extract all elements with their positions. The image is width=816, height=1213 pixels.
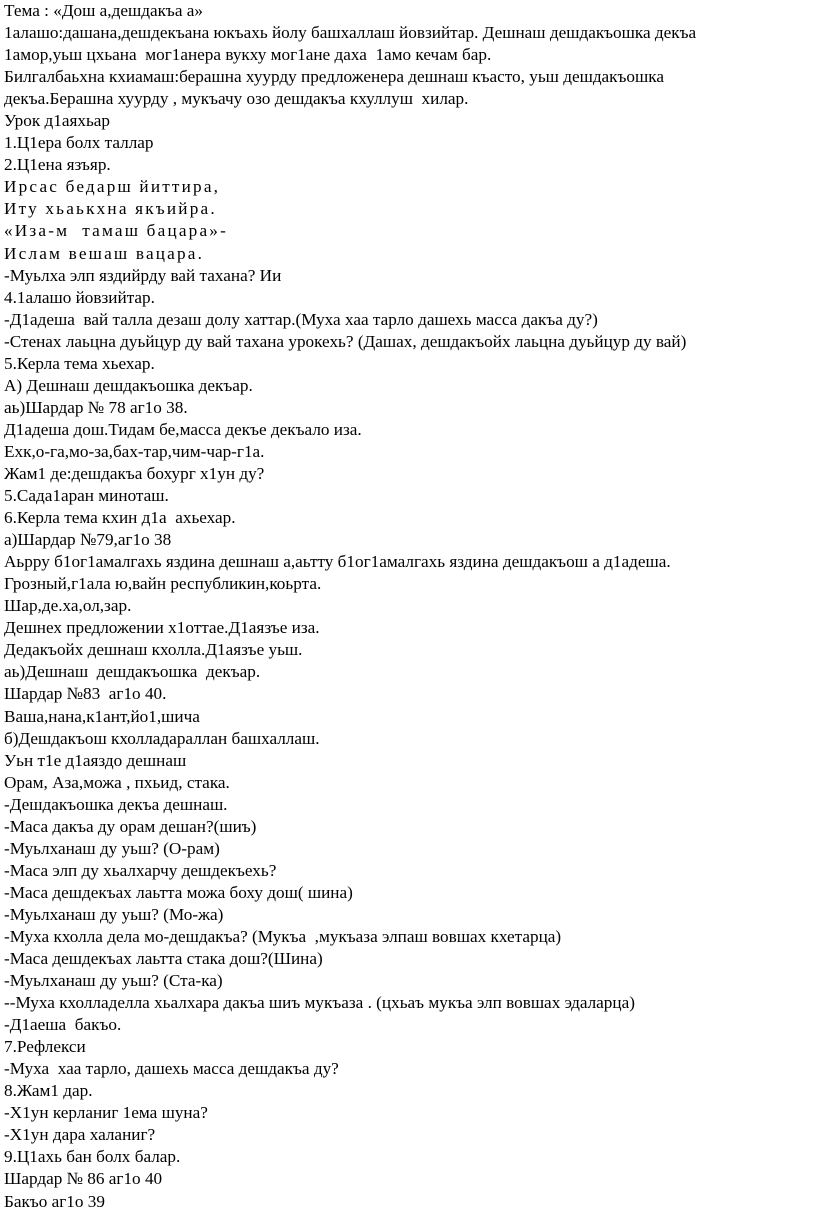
text-line: аь)Дешнаш дешдакъошка декъар. [4,662,261,682]
text-line: Ислам вешаш вацара. [4,243,205,263]
text-line: Урок д1аяхьар [4,111,111,131]
document-page [4,0,812,1213]
text-line: -Маса дешдекъах лаьтта можа боху дош( шина) [4,882,353,902]
text-line: Аьрру б1ог1амалгахь яздина дешнаш а,аьтту б1ог1амалгахь яздина дешдакъош а д1адеша. [4,552,671,572]
text-line: Билгалбаьхна кхиамаш:берашна хуурду предложенера дешнаш къасто, уьш дешдакъошка [4,67,664,87]
text-line: Тема : «Дош а,дешдакъа а» [4,1,203,20]
text-line: Дешнех предложении х1оттае.Д1аязъе иза. [4,618,320,638]
text-line: -Х1ун дара халаниг? [4,1125,156,1145]
text-line: --Муха кхолладелла хьалхара дакъа шиъ мукъаза . (цхьаъ мукъа элп вовшах эдаларца) [4,993,635,1013]
text-line: Шардар № 86 аг1о 40 [4,1169,163,1189]
text-line: Дедакъойх дешнаш кхолла.Д1аязъе уьш. [4,640,303,660]
text-line: Д1адеша дош.Тидам бе,масса декъе декъало иза. [4,419,362,439]
text-line: -Д1адеша вай талла дезаш долу хаттар.(Муха хаа тарло дашехь масса дакъа ду?) [4,309,598,329]
text-line: 1амор,уьш цхьана мог1анера вукху мог1ане даха 1амо кечам бар. [4,45,492,65]
text-line: Иту хьаькхна якъийра. [4,199,217,219]
text-line: -Муьлханаш ду уьш? (Мо-жа) [4,904,224,924]
text-line: 7.Рефлекси [4,1037,86,1057]
text-line: б)Дешдакъош кхолладараллан башхаллаш. [4,728,320,748]
text-line: 9.Ц1ахь бан болх балар. [4,1147,181,1167]
text-line: -Муха хаа тарло, дашехь масса дешдакъа ду? [4,1059,339,1079]
text-line: Бакъо аг1о 39 [4,1191,105,1211]
text-line: -Муха кхолла дела мо-дешдакъа? (Мукъа ,мукъаза элпаш вовшах кхетарца) [4,926,562,946]
text-line: декъа.Берашна хуурду , мукъачу озо дешдакъа кхуллуш хилар. [4,89,469,109]
text-line: аь)Шардар № 78 аг1о 38. [4,397,188,417]
text-line: 8.Жам1 дар. [4,1081,93,1101]
text-line: Ирсас бедарш йиттира, [4,177,221,197]
text-line: -Х1ун керланиг 1ема шуна? [4,1103,208,1123]
text-line: -Муьлханаш ду уьш? (Ста-ка) [4,971,223,991]
text-line: А) Дешнаш дешдакъошка декъар. [4,375,253,395]
text-line: -Муьлха элп яздийрду вай тахана? Ии [4,265,282,285]
text-line: Ехк,о-га,мо-за,бах-тар,чим-чар-г1а. [4,441,265,461]
text-line: а)Шардар №79,аг1о 38 [4,530,172,550]
text-line: -Маса дешдекъах лаьтта стака дош?(Шина) [4,949,323,969]
text-line: -Муьлханаш ду уьш? (О-рам) [4,838,220,858]
text-line: -Дешдакъошка декъа дешнаш. [4,794,228,814]
text-line: -Д1аеша бакъо. [4,1015,122,1035]
text-line: 2.Ц1ена язъяр. [4,155,111,175]
text-line: «Иза-м тамаш бацара»- [4,221,229,241]
text-line: -Маса дакъа ду орам дешан?(шиъ) [4,816,257,836]
text-line: Жам1 де:дешдакъа бохург х1ун ду? [4,463,265,483]
text-line: Шар,де.ха,ол,зар. [4,596,132,616]
text-line: 1.Ц1ера болх таллар [4,133,154,153]
text-line: 5.Сада1аран миноташ. [4,486,169,506]
text-line: Орам, Аза,можа , пхьид, стака. [4,772,230,792]
text-line: 1алашо:дашана,дешдекъана юкъахь йолу башхаллаш йовзийтар. Дешнаш дешдакъошка декъа [4,23,697,43]
text-line: 5.Керла тема хьехар. [4,353,155,373]
text-line: Шардар №83 аг1о 40. [4,684,167,704]
text-line: Уьн т1е д1аяздо дешнаш [4,750,187,770]
text-line: Ваша,нана,к1ант,йо1,шича [4,706,200,726]
text-line: 4.1алашо йовзийтар. [4,287,155,307]
text-line: -Маса элп ду хьалхарчу дешдекъехь? [4,860,277,880]
text-line: -Стенах лаьцна дуьйцур ду вай тахана урокехь? (Дашах, дешдакъойх лаьцна дуьйцур ду вай) [4,331,687,351]
text-line: Грозный,г1ала ю,вайн республикин,коьрта. [4,574,322,594]
text-line: 6.Керла тема кхин д1а ахьехар. [4,508,236,528]
